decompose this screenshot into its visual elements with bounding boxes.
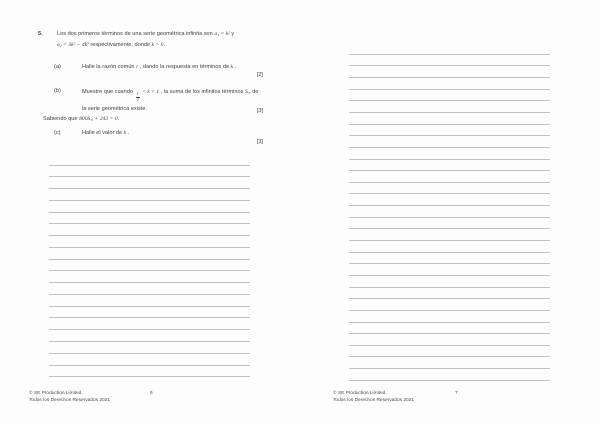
answer-line: [49, 188, 250, 189]
question-intro-line-2: a₂ = 3k² − 4k³ respectivamente, donde k > 0.: [57, 41, 166, 48]
fraction: $\frac{1}{2}$: [136, 90, 139, 103]
question-number: 5.: [38, 30, 43, 37]
part-a-line-1: Halle la razón común r , dando la respuesta en términos de k .: [82, 64, 237, 70]
answer-line: [349, 345, 550, 346]
answer-line: [49, 353, 250, 354]
answer-line: [349, 263, 550, 264]
copyright-line-1: © SE Production Limited: [333, 390, 386, 396]
page-number-right: 7: [455, 390, 458, 396]
part-c-line-1: Halle el valor de k .: [82, 130, 130, 136]
question-intro: [57, 29, 234, 51]
answer-line: [49, 317, 250, 318]
answer-line: [49, 294, 250, 295]
part-c-label: (c): [54, 130, 61, 136]
answer-line: [349, 380, 550, 381]
answer-line: [349, 112, 550, 113]
question-intro-line-1: Los dos primeros términos de una serie geométrica infinita son a₁ = k² y: [57, 30, 235, 37]
answer-line: [349, 217, 550, 218]
answer-line: [349, 147, 550, 148]
answer-line: [349, 287, 550, 288]
answer-line: [49, 270, 250, 271]
answer-line: [349, 368, 550, 369]
answer-line: [349, 252, 550, 253]
answer-line: [49, 341, 250, 342]
answer-line: [349, 310, 550, 311]
answer-line: [349, 65, 550, 66]
answer-line: [349, 170, 550, 171]
answer-line: [49, 329, 250, 330]
answer-line: [349, 205, 550, 206]
page-number-left: 6: [150, 390, 153, 396]
answer-line: [49, 165, 250, 166]
answer-line: [349, 356, 550, 357]
answer-line: [49, 376, 250, 377]
part-b-line-1: Muestre que cuando $\frac{1}{2}$ < k < 1 , la suma de los infinitos términos $S_\infty$ de: [82, 89, 259, 103]
answer-lines-left: [49, 165, 250, 389]
answer-line: [49, 223, 250, 224]
answer-line: [349, 89, 550, 90]
answer-line: [349, 135, 550, 136]
footer-right: [333, 390, 414, 404]
answer-line: [49, 247, 250, 248]
answer-line: [49, 212, 250, 213]
answer-line: [349, 54, 550, 55]
answer-line: [349, 322, 550, 323]
answer-line: [349, 228, 550, 229]
answer-line: [349, 182, 550, 183]
part-a-label: (a): [54, 64, 61, 70]
answer-line: [349, 333, 550, 334]
copyright-line-1: © SE Production Limited: [29, 390, 82, 396]
part-c-marks: [3]: [256, 138, 263, 145]
answer-line: [349, 275, 550, 276]
answer-line: [49, 200, 250, 201]
answer-line: [49, 282, 250, 283]
answer-line: [349, 77, 550, 78]
copyright-line-2: Todos los Derechos Reservados 2021: [333, 397, 415, 403]
answer-line: [349, 100, 550, 101]
part-b-line-2: la serie geométrica existe.: [82, 105, 147, 112]
answer-line: [349, 193, 550, 194]
given-condition-note: Sabiendo que $800S_\infty + 243 = 0$.: [43, 116, 120, 123]
answer-line: [49, 259, 250, 260]
answer-line: [349, 124, 550, 125]
answer-line: [49, 306, 250, 307]
part-b-marks: [3]: [256, 108, 263, 114]
copyright-line-2: Todos los Derechos Reservados 2021: [29, 397, 111, 403]
part-b-label: (b): [54, 88, 61, 94]
answer-lines-right: [349, 54, 550, 392]
footer-left: [29, 390, 110, 404]
answer-line: [49, 365, 250, 366]
answer-line: [49, 176, 250, 177]
part-a-marks: [2]: [256, 72, 263, 78]
answer-line: [349, 159, 550, 160]
answer-line: [349, 298, 550, 299]
answer-line: [49, 235, 250, 236]
answer-line: [349, 240, 550, 241]
